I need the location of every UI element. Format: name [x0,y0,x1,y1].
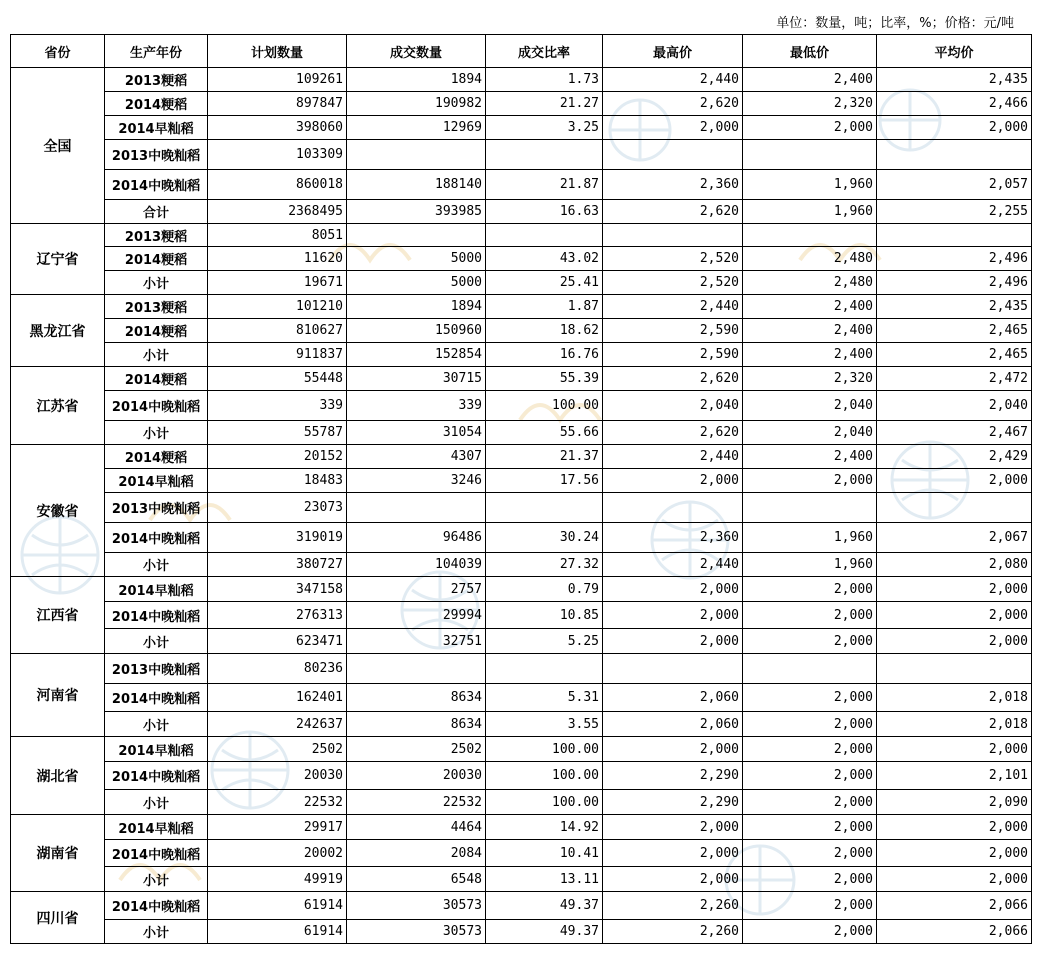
cell-max-price: 2,000 [603,116,743,140]
cell-plan-qty: 276313 [208,602,347,629]
cell-max-price: 2,000 [603,629,743,654]
cell-deal-qty: 5000 [347,247,486,271]
cell-type: 2014中晚籼稻 [105,391,208,421]
cell-deal-ratio [486,654,603,684]
cell-plan-qty: 29917 [208,815,347,840]
cell-deal-ratio [486,493,603,523]
cell-type: 2014早籼稻 [105,116,208,140]
cell-type: 2014早籼稻 [105,737,208,762]
cell-min-price: 2,400 [743,343,877,367]
cell-max-price: 2,000 [603,815,743,840]
cell-deal-qty: 31054 [347,421,486,445]
cell-plan-qty: 20030 [208,762,347,790]
cell-deal-ratio: 21.87 [486,170,603,200]
cell-min-price: 2,000 [743,116,877,140]
cell-min-price: 1,960 [743,553,877,577]
cell-plan-qty: 19671 [208,271,347,295]
cell-plan-qty: 20152 [208,445,347,469]
cell-max-price: 2,290 [603,790,743,815]
cell-min-price: 1,960 [743,523,877,553]
cell-type: 2013粳稻 [105,68,208,92]
cell-deal-ratio: 0.79 [486,577,603,602]
cell-max-price [603,224,743,247]
cell-plan-qty: 398060 [208,116,347,140]
province-cell: 全国 [11,68,105,224]
cell-plan-qty: 162401 [208,684,347,712]
cell-avg-price [877,654,1032,684]
cell-type: 2013粳稻 [105,295,208,319]
cell-type: 小计 [105,920,208,944]
cell-avg-price [877,140,1032,170]
header-plan-qty: 计划数量 [208,35,347,68]
cell-plan-qty: 810627 [208,319,347,343]
table-row [11,140,1032,170]
province-cell: 辽宁省 [11,224,105,295]
cell-plan-qty: 101210 [208,295,347,319]
cell-deal-qty: 150960 [347,319,486,343]
table-row [11,654,1032,684]
cell-min-price: 2,000 [743,840,877,867]
cell-type: 2014中晚籼稻 [105,892,208,920]
cell-deal-qty: 190982 [347,92,486,116]
cell-deal-qty: 393985 [347,200,486,224]
cell-max-price: 2,440 [603,445,743,469]
cell-max-price: 2,360 [603,523,743,553]
cell-type: 小计 [105,421,208,445]
cell-avg-price [877,224,1032,247]
header-deal-ratio: 成交比率 [486,35,603,68]
cell-deal-qty: 5000 [347,271,486,295]
table-row [11,343,1032,367]
cell-plan-qty: 897847 [208,92,347,116]
cell-deal-ratio: 18.62 [486,319,603,343]
table-row [11,737,1032,762]
cell-deal-qty: 30573 [347,920,486,944]
table-body [11,68,1032,944]
province-cell: 四川省 [11,892,105,944]
header-year: 生产年份 [105,35,208,68]
cell-min-price: 2,000 [743,684,877,712]
cell-avg-price: 2,066 [877,892,1032,920]
cell-min-price: 2,040 [743,421,877,445]
table-row [11,892,1032,920]
cell-plan-qty: 623471 [208,629,347,654]
table-row [11,712,1032,737]
cell-plan-qty: 242637 [208,712,347,737]
cell-avg-price: 2,255 [877,200,1032,224]
cell-deal-ratio [486,140,603,170]
cell-max-price: 2,590 [603,343,743,367]
cell-plan-qty: 339 [208,391,347,421]
province-cell: 湖北省 [11,737,105,815]
province-cell: 河南省 [11,654,105,737]
cell-plan-qty: 2368495 [208,200,347,224]
cell-deal-ratio: 1.73 [486,68,603,92]
cell-deal-ratio: 17.56 [486,469,603,493]
unit-note: 单位：数量，吨；比率，%；价格：元/吨 [776,16,1014,31]
cell-plan-qty: 2502 [208,737,347,762]
cell-min-price: 2,040 [743,391,877,421]
cell-deal-qty [347,224,486,247]
cell-avg-price: 2,067 [877,523,1032,553]
cell-avg-price: 2,057 [877,170,1032,200]
cell-min-price: 2,400 [743,319,877,343]
cell-type: 2014中晚籼稻 [105,170,208,200]
cell-type: 2013中晚籼稻 [105,140,208,170]
cell-max-price: 2,000 [603,867,743,892]
cell-deal-ratio: 49.37 [486,920,603,944]
cell-deal-qty: 96486 [347,523,486,553]
table-row [11,629,1032,654]
cell-plan-qty: 347158 [208,577,347,602]
cell-min-price: 2,000 [743,737,877,762]
cell-type: 2014早籼稻 [105,577,208,602]
cell-max-price: 2,620 [603,367,743,391]
table-row [11,367,1032,391]
cell-plan-qty: 23073 [208,493,347,523]
cell-avg-price: 2,466 [877,92,1032,116]
cell-plan-qty: 380727 [208,553,347,577]
cell-deal-ratio: 5.31 [486,684,603,712]
cell-avg-price: 2,000 [877,602,1032,629]
cell-deal-qty: 2084 [347,840,486,867]
cell-deal-qty: 32751 [347,629,486,654]
table-row [11,116,1032,140]
cell-plan-qty: 55787 [208,421,347,445]
table-row [11,170,1032,200]
cell-min-price: 2,000 [743,629,877,654]
cell-plan-qty: 860018 [208,170,347,200]
cell-avg-price: 2,000 [877,840,1032,867]
cell-deal-ratio: 49.37 [486,892,603,920]
cell-avg-price: 2,465 [877,343,1032,367]
cell-min-price: 2,000 [743,892,877,920]
cell-plan-qty: 11620 [208,247,347,271]
cell-type: 2014早籼稻 [105,815,208,840]
cell-max-price: 2,620 [603,200,743,224]
table-row [11,271,1032,295]
cell-plan-qty: 61914 [208,892,347,920]
table-row [11,815,1032,840]
table-row [11,421,1032,445]
cell-avg-price: 2,101 [877,762,1032,790]
cell-type: 小计 [105,343,208,367]
cell-avg-price: 2,435 [877,295,1032,319]
cell-avg-price: 2,000 [877,469,1032,493]
cell-type: 2014早籼稻 [105,469,208,493]
cell-deal-qty [347,493,486,523]
province-cell: 江西省 [11,577,105,654]
cell-type: 2014粳稻 [105,319,208,343]
cell-deal-ratio: 25.41 [486,271,603,295]
cell-deal-ratio: 100.00 [486,391,603,421]
cell-deal-qty: 22532 [347,790,486,815]
cell-avg-price: 2,000 [877,815,1032,840]
cell-deal-ratio: 27.32 [486,553,603,577]
header-row [11,35,1032,68]
table-row [11,391,1032,421]
table-row [11,92,1032,116]
cell-deal-qty: 104039 [347,553,486,577]
cell-deal-ratio: 10.41 [486,840,603,867]
cell-deal-ratio: 55.39 [486,367,603,391]
province-cell: 黑龙江省 [11,295,105,367]
cell-plan-qty: 80236 [208,654,347,684]
cell-type: 小计 [105,790,208,815]
cell-deal-ratio: 55.66 [486,421,603,445]
cell-deal-qty: 3246 [347,469,486,493]
cell-deal-qty: 29994 [347,602,486,629]
table-row [11,553,1032,577]
header-min-price: 最低价 [743,35,877,68]
cell-deal-ratio: 13.11 [486,867,603,892]
cell-min-price: 1,960 [743,200,877,224]
cell-max-price: 2,000 [603,840,743,867]
cell-deal-ratio: 43.02 [486,247,603,271]
table-row [11,445,1032,469]
cell-min-price: 2,000 [743,602,877,629]
cell-deal-ratio: 21.37 [486,445,603,469]
cell-max-price: 2,060 [603,712,743,737]
cell-deal-qty: 152854 [347,343,486,367]
cell-type: 2014中晚籼稻 [105,684,208,712]
cell-max-price: 2,000 [603,469,743,493]
cell-avg-price: 2,467 [877,421,1032,445]
table-row [11,469,1032,493]
cell-max-price: 2,520 [603,247,743,271]
cell-avg-price: 2,472 [877,367,1032,391]
cell-deal-ratio: 14.92 [486,815,603,840]
cell-max-price: 2,000 [603,602,743,629]
cell-deal-qty: 8634 [347,712,486,737]
cell-deal-qty: 12969 [347,116,486,140]
cell-max-price [603,140,743,170]
cell-deal-ratio: 10.85 [486,602,603,629]
cell-min-price: 2,000 [743,762,877,790]
table-row [11,602,1032,629]
cell-min-price: 2,320 [743,92,877,116]
header-province: 省份 [11,35,105,68]
table-row [11,493,1032,523]
cell-deal-ratio: 30.24 [486,523,603,553]
cell-deal-qty: 6548 [347,867,486,892]
cell-deal-qty: 339 [347,391,486,421]
cell-max-price: 2,620 [603,92,743,116]
header-max-price: 最高价 [603,35,743,68]
cell-min-price [743,140,877,170]
cell-deal-ratio: 16.76 [486,343,603,367]
auction-results-table [10,34,1032,944]
cell-deal-qty: 30715 [347,367,486,391]
cell-type: 小计 [105,712,208,737]
cell-type: 小计 [105,629,208,654]
cell-max-price: 2,260 [603,920,743,944]
cell-min-price: 2,000 [743,815,877,840]
cell-min-price: 2,000 [743,712,877,737]
cell-max-price [603,493,743,523]
cell-deal-ratio: 5.25 [486,629,603,654]
cell-deal-ratio: 21.27 [486,92,603,116]
table-row [11,577,1032,602]
table-row [11,224,1032,247]
table-row [11,920,1032,944]
cell-min-price: 2,400 [743,445,877,469]
cell-deal-qty: 188140 [347,170,486,200]
cell-type: 2014中晚籼稻 [105,602,208,629]
cell-avg-price: 2,000 [877,737,1032,762]
cell-type: 2013中晚籼稻 [105,493,208,523]
province-cell: 湖南省 [11,815,105,892]
cell-avg-price: 2,040 [877,391,1032,421]
table-row [11,523,1032,553]
cell-max-price: 2,060 [603,684,743,712]
cell-min-price [743,224,877,247]
table-row [11,684,1032,712]
cell-plan-qty: 49919 [208,867,347,892]
cell-avg-price: 2,090 [877,790,1032,815]
cell-max-price [603,654,743,684]
cell-avg-price: 2,496 [877,247,1032,271]
cell-deal-qty: 1894 [347,295,486,319]
cell-type: 2014粳稻 [105,92,208,116]
cell-min-price: 2,400 [743,68,877,92]
cell-plan-qty: 55448 [208,367,347,391]
cell-max-price: 2,520 [603,271,743,295]
cell-max-price: 2,440 [603,68,743,92]
cell-type: 2013中晚籼稻 [105,654,208,684]
table-row [11,200,1032,224]
cell-min-price: 2,000 [743,790,877,815]
cell-avg-price: 2,080 [877,553,1032,577]
cell-type: 小计 [105,553,208,577]
cell-max-price: 2,620 [603,421,743,445]
cell-deal-qty: 2757 [347,577,486,602]
cell-avg-price [877,493,1032,523]
cell-plan-qty: 8051 [208,224,347,247]
cell-type: 小计 [105,867,208,892]
header-deal-qty: 成交数量 [347,35,486,68]
cell-min-price [743,493,877,523]
cell-deal-qty: 20030 [347,762,486,790]
cell-avg-price: 2,066 [877,920,1032,944]
cell-avg-price: 2,000 [877,577,1032,602]
table-row [11,247,1032,271]
cell-avg-price: 2,000 [877,116,1032,140]
cell-type: 小计 [105,271,208,295]
cell-avg-price: 2,429 [877,445,1032,469]
cell-avg-price: 2,018 [877,712,1032,737]
cell-deal-qty: 30573 [347,892,486,920]
cell-type: 合计 [105,200,208,224]
cell-plan-qty: 103309 [208,140,347,170]
cell-avg-price: 2,000 [877,867,1032,892]
cell-min-price: 2,000 [743,867,877,892]
cell-min-price: 2,000 [743,577,877,602]
province-cell: 安徽省 [11,445,105,577]
cell-deal-ratio: 100.00 [486,790,603,815]
cell-type: 2014中晚籼稻 [105,762,208,790]
cell-plan-qty: 61914 [208,920,347,944]
cell-plan-qty: 319019 [208,523,347,553]
cell-max-price: 2,440 [603,553,743,577]
cell-plan-qty: 22532 [208,790,347,815]
cell-avg-price: 2,435 [877,68,1032,92]
table-row [11,762,1032,790]
cell-min-price: 1,960 [743,170,877,200]
cell-deal-ratio: 1.87 [486,295,603,319]
cell-type: 2014粳稻 [105,367,208,391]
table-row [11,867,1032,892]
cell-type: 2014粳稻 [105,445,208,469]
cell-deal-qty: 4464 [347,815,486,840]
cell-deal-qty [347,140,486,170]
header-avg-price: 平均价 [877,35,1032,68]
province-cell: 江苏省 [11,367,105,445]
table-row [11,840,1032,867]
cell-deal-qty: 2502 [347,737,486,762]
cell-min-price [743,654,877,684]
cell-min-price: 2,320 [743,367,877,391]
cell-max-price: 2,040 [603,391,743,421]
cell-deal-ratio [486,224,603,247]
cell-plan-qty: 109261 [208,68,347,92]
cell-type: 2014中晚籼稻 [105,523,208,553]
cell-deal-qty: 1894 [347,68,486,92]
cell-type: 2014粳稻 [105,247,208,271]
table-row [11,68,1032,92]
cell-max-price: 2,590 [603,319,743,343]
cell-min-price: 2,480 [743,247,877,271]
table-row [11,319,1032,343]
cell-deal-ratio: 3.55 [486,712,603,737]
cell-deal-ratio: 100.00 [486,762,603,790]
cell-max-price: 2,440 [603,295,743,319]
cell-plan-qty: 911837 [208,343,347,367]
cell-max-price: 2,260 [603,892,743,920]
cell-min-price: 2,400 [743,295,877,319]
cell-plan-qty: 18483 [208,469,347,493]
cell-min-price: 2,000 [743,469,877,493]
cell-deal-qty [347,654,486,684]
cell-deal-qty: 4307 [347,445,486,469]
cell-avg-price: 2,000 [877,629,1032,654]
table-row [11,790,1032,815]
cell-max-price: 2,290 [603,762,743,790]
cell-type: 2013粳稻 [105,224,208,247]
cell-max-price: 2,000 [603,737,743,762]
cell-type: 2014中晚籼稻 [105,840,208,867]
cell-deal-ratio: 100.00 [486,737,603,762]
cell-min-price: 2,480 [743,271,877,295]
table-row [11,295,1032,319]
cell-avg-price: 2,018 [877,684,1032,712]
cell-max-price: 2,360 [603,170,743,200]
cell-min-price: 2,000 [743,920,877,944]
cell-max-price: 2,000 [603,577,743,602]
cell-deal-qty: 8634 [347,684,486,712]
cell-avg-price: 2,465 [877,319,1032,343]
cell-avg-price: 2,496 [877,271,1032,295]
cell-plan-qty: 20002 [208,840,347,867]
cell-deal-ratio: 3.25 [486,116,603,140]
cell-deal-ratio: 16.63 [486,200,603,224]
